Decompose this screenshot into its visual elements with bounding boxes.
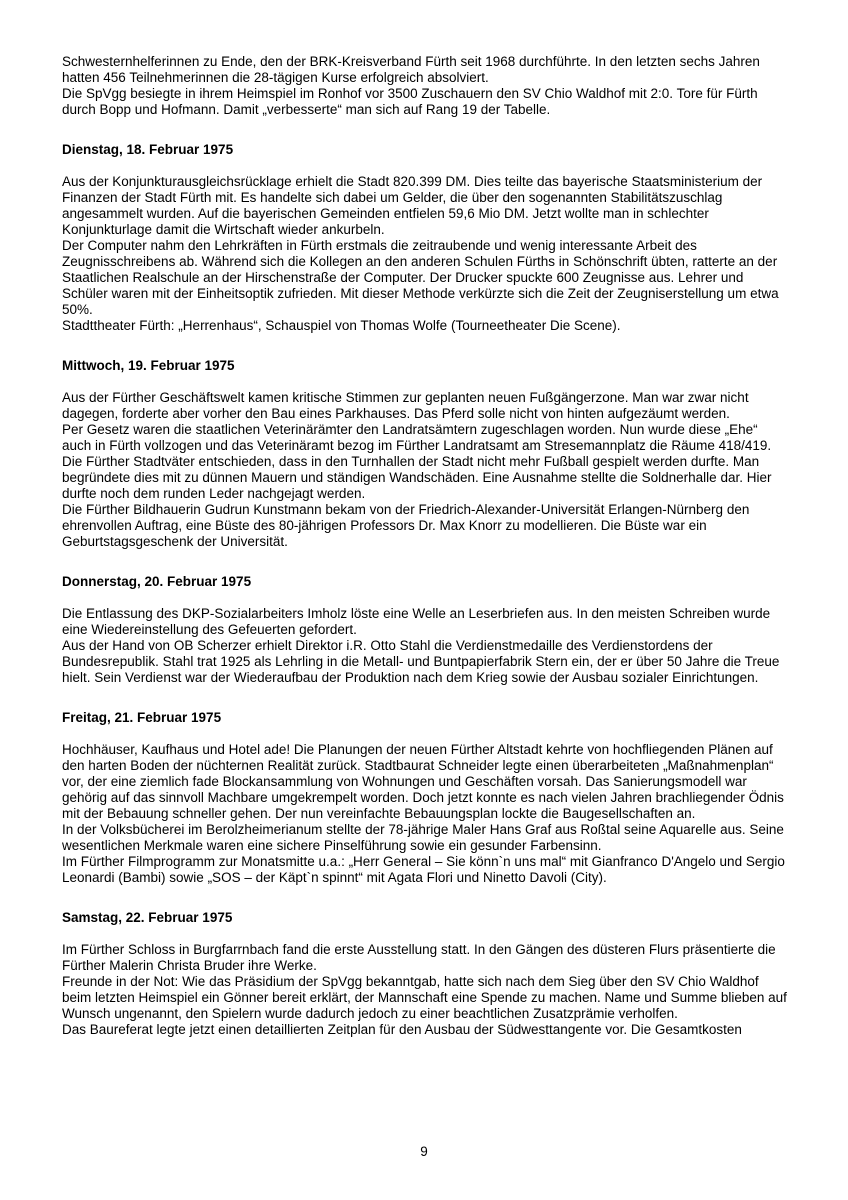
paragraph: Das Baureferat legte jetzt einen detaillierten Zeitplan für den Ausbau der Südwesttangente vor. Die Gesamtkosten <box>62 1022 742 1037</box>
day-heading: Samstag, 22. Februar 1975 <box>62 910 233 925</box>
paragraph: Aus der Fürther Geschäftswelt kamen kritische Stimmen zur geplanten neuen Fußgängerzone. Man war zwar nicht dagegen, forderte aber vorher den Bau eines Parkhauses. Das Pferd solle nicht von hinten aufgezäumt werden. <box>62 390 749 421</box>
paragraph: Die SpVgg besiegte in ihrem Heimspiel im Ronhof vor 3500 Zuschauern den SV Chio Waldhof mit 2:0. Tore für Fürth durch Bopp und Hofmann. Damit „verbesserte“ man sich auf Rang 19 der Tabelle. <box>62 86 758 117</box>
day-heading: Dienstag, 18. Februar 1975 <box>62 142 234 157</box>
paragraph: Im Fürther Schloss in Burgfarrnbach fand die erste Ausstellung statt. In den Gängen des düsteren Flurs präsentierte die Fürther Malerin Christa Bruder ihre Werke. <box>62 942 776 973</box>
paragraph: Die Entlassung des DKP-Sozialarbeiters Imholz löste eine Welle an Leserbriefen aus. In den meisten Schreiben wurde eine Wiedereinstellung des Gefeuerten gefordert. <box>62 606 771 637</box>
paragraph: Freunde in der Not: Wie das Präsidium der SpVgg bekanntgab, hatte sich nach dem Sieg über den SV Chio Waldhof beim letzten Heimspiel ein Gönner bereit erklärt, der Mannschaft eine Spende zu machen. Name und Summe blieben auf Wunsch ungenannt, den Spielern wurde dadurch jedoch zu einer beachtlichen Zusatzprämie verholfen. <box>62 974 787 1021</box>
paragraph: In der Volksbücherei im Berolzheimerianum stellte der 78-jährige Maler Hans Graf aus Roßtal seine Aquarelle aus. Seine wesentlichen Merkmale waren eine sichere Pinselführung sowie ein gesunder Farbensinn. <box>62 822 784 853</box>
paragraph: Die Fürther Stadtväter entschieden, dass in den Turnhallen der Stadt nicht mehr Fußball gespielt werden durfte. Man begründete dies mit zu dünnen Mauern und ständigen Wandschäden. Eine Ausnahme stellte die Soldnerhalle dar. Hier durfte noch dem runden Leder nachgejagt werden. <box>62 454 772 501</box>
paragraph: Der Computer nahm den Lehrkräften in Fürth erstmals die zeitraubende und wenig interessante Arbeit des Zeugnisschreibens ab. Während sich die Kollegen an den anderen Schulen Fürths in Schönschrift übten, ratterte an der Staatlichen Realschule an der Hirschenstraße der Computer. Der Drucker spuckte 600 Zeugnisse aus. Lehrer und Schüler waren mit der Einheitsoptik zufrieden. Mit dieser Methode verkürzte sich die Zeit der Zeugniserstellung um etwa 50%. <box>62 238 779 317</box>
page-number: 9 <box>420 1144 428 1159</box>
day-heading: Mittwoch, 19. Februar 1975 <box>62 358 235 373</box>
paragraph: Per Gesetz waren die staatlichen Veterinärämter den Landratsämtern zugeschlagen worden. Nun wurde diese „Ehe“ auch in Fürth vollzogen und das Veterinäramt bezog im Fürther Landratsamt am Stresemannplatz die Räume 418/419. <box>62 422 772 453</box>
paragraph: Schwesternhelferinnen zu Ende, den der BRK-Kreisverband Fürth seit 1968 durchführte. In den letzten sechs Jahren hatten 456 Teilnehmerinnen die 28-tägigen Kurse erfolgreich absolviert. <box>62 54 760 85</box>
paragraph: Im Fürther Filmprogramm zur Monatsmitte u.a.: „Herr General – Sie könn`n uns mal“ mit Gianfranco D'Angelo und Sergio Leonardi (Bambi) sowie „SOS – der Käpt`n spinnt“ mit Agata Flori und Ninetto Davoli (City). <box>62 854 785 885</box>
day-heading: Freitag, 21. Februar 1975 <box>62 710 222 725</box>
paragraph: Stadttheater Fürth: „Herrenhaus“, Schauspiel von Thomas Wolfe (Tourneetheater Die Scene). <box>62 318 621 333</box>
paragraph: Die Fürther Bildhauerin Gudrun Kunstmann bekam von der Friedrich-Alexander-Universität Erlangen-Nürnberg den ehrenvollen Auftrag, eine Büste des 80-jährigen Professors Dr. Max Knorr zu modellieren. Die Büste war ein Geburtstagsgeschenk der Universität. <box>62 502 750 549</box>
day-heading: Donnerstag, 20. Februar 1975 <box>62 574 252 589</box>
paragraph: Aus der Konjunkturausgleichsrücklage erhielt die Stadt 820.399 DM. Dies teilte das bayerische Staatsministerium der Finanzen der Stadt Fürth mit. Es handelte sich dabei um Gelder, die über den sogenannten Stabilitätszuschlag angesammelt wurden. Auf die bayerischen Gemeinden entfielen 59,6 Mio DM. Jetzt wollte man in schlechter Konjunkturlage damit die Wirtschaft wieder ankurbeln. <box>62 174 763 237</box>
paragraph: Aus der Hand von OB Scherzer erhielt Direktor i.R. Otto Stahl die Verdienstmedaille des Verdienstordens der Bundesrepublik. Stahl trat 1925 als Lehrling in die Metall- und Buntpapierfabrik Stern ein, der er über 50 Jahre die Treue hielt. Sein Verdienst war der Wiederaufbau der Produktion nach dem Krieg sowie der Ausbau sozialer Einrichtungen. <box>62 638 780 685</box>
paragraph: Hochhäuser, Kaufhaus und Hotel ade! Die Planungen der neuen Fürther Altstadt kehrte von hochfliegenden Plänen auf den harten Boden der nüchternen Realität zurück. Stadtbaurat Schneider legte einen überarbeiteten „Maßnahmenplan“ vor, der eine ziemlich fade Blockansammlung von Wohnungen und Geschäften vorsah. Das Sanierungsmodell war gehörig auf das sinnvoll Machbare umgekrempelt worden. Doch jetzt konnte es nach vielen Jahren brachliegender Ödnis mit der Bebauung schneller gehen. Der nun vereinfachte Bebauungsplan lockte die Baugesellschaften an. <box>62 742 784 821</box>
